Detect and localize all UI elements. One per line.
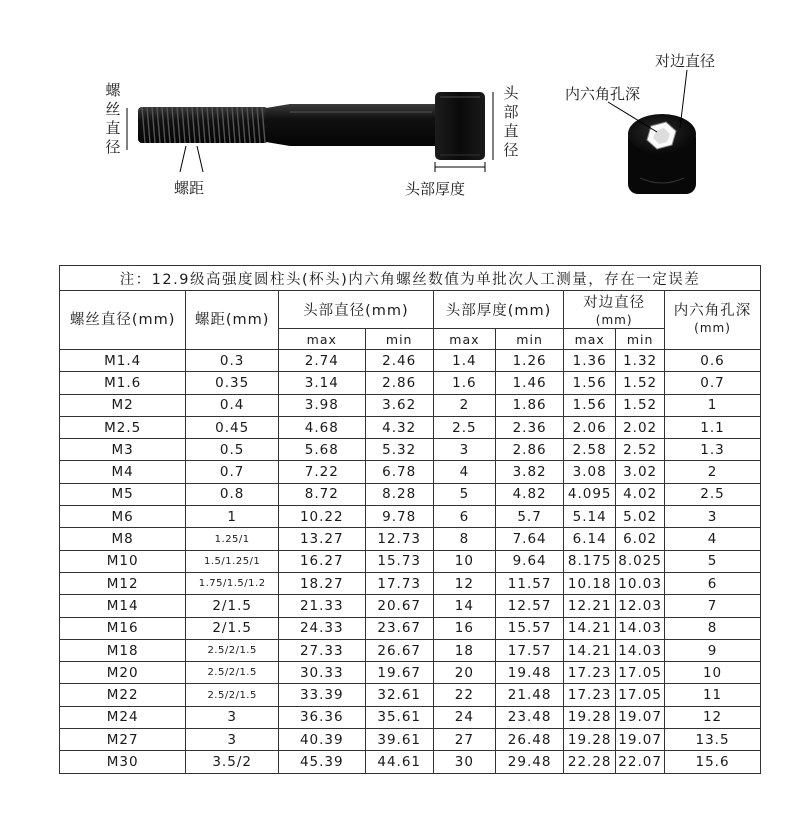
cell-head-diameter-max: 30.33: [279, 662, 366, 684]
table-row: [60, 372, 761, 394]
table-row: [60, 439, 761, 461]
cell-head-diameter-max: 21.33: [279, 595, 366, 617]
cell-head-thickness-min: 23.48: [495, 706, 563, 728]
header-min: min: [616, 329, 665, 350]
header-max: max: [433, 329, 495, 350]
cell-head-thickness-max: 27: [433, 729, 495, 751]
cell-pitch: 0.45: [186, 416, 279, 438]
header-min: min: [365, 329, 433, 350]
cell-hex-depth: 1.3: [665, 439, 761, 461]
cell-head-thickness-max: 3: [433, 439, 495, 461]
cell-across-flats-max: 17.23: [564, 662, 616, 684]
cell-across-flats-max: 2.06: [564, 416, 616, 438]
cell-across-flats-max: 14.21: [564, 617, 616, 639]
screw-illustration: [0, 0, 800, 260]
cell-thread-diameter: M8: [60, 528, 186, 550]
header-pitch: 螺距(mm): [186, 291, 279, 350]
header-across-flats-line2: (mm): [595, 313, 633, 327]
cell-across-flats-max: 17.23: [564, 684, 616, 706]
cell-across-flats-max: 8.175: [564, 550, 616, 572]
cell-thread-diameter: M5: [60, 483, 186, 505]
cell-hex-depth: 12: [665, 706, 761, 728]
cell-across-flats-min: 12.03: [616, 595, 665, 617]
cell-across-flats-min: 14.03: [616, 639, 665, 661]
cell-head-thickness-max: 2: [433, 394, 495, 416]
header-max: max: [279, 329, 366, 350]
cell-across-flats-min: 8.025: [616, 550, 665, 572]
cell-pitch: 2.5/2/1.5: [186, 662, 279, 684]
cell-across-flats-max: 10.18: [564, 572, 616, 594]
cell-across-flats-min: 17.05: [616, 684, 665, 706]
header-max: max: [564, 329, 616, 350]
cell-pitch: 0.35: [186, 372, 279, 394]
cell-pitch: 0.8: [186, 483, 279, 505]
cell-head-diameter-max: 27.33: [279, 639, 366, 661]
table-note: 注：12.9级高强度圆柱头(杯头)内六角螺丝数值为单批次人工测量，存在一定误差: [60, 266, 761, 291]
cell-thread-diameter: M27: [60, 729, 186, 751]
cell-across-flats-min: 6.02: [616, 528, 665, 550]
cell-head-thickness-max: 8: [433, 528, 495, 550]
header-head-diameter: 头部直径(mm): [279, 291, 434, 329]
cell-across-flats-max: 19.28: [564, 706, 616, 728]
cell-head-diameter-min: 8.28: [365, 483, 433, 505]
cell-across-flats-min: 1.52: [616, 394, 665, 416]
cell-thread-diameter: M2: [60, 394, 186, 416]
header-hex-depth-line1: 内六角孔深: [673, 303, 752, 319]
head-diameter-char: 直: [503, 122, 519, 140]
cell-hex-depth: 11: [665, 684, 761, 706]
cell-thread-diameter: M16: [60, 617, 186, 639]
cell-pitch: 0.3: [186, 350, 279, 372]
header-min: min: [495, 329, 563, 350]
cell-head-thickness-max: 18: [433, 639, 495, 661]
table-row: [60, 684, 761, 706]
head-diameter-char: 径: [503, 141, 519, 159]
table-row: [60, 528, 761, 550]
cell-head-thickness-min: 2.86: [495, 439, 563, 461]
cell-head-thickness-max: 14: [433, 595, 495, 617]
screw-side-view: [0, 0, 800, 260]
thread-diameter-char: 直: [105, 119, 121, 137]
cell-head-thickness-max: 1.6: [433, 372, 495, 394]
table-row: [60, 729, 761, 751]
cell-head-thickness-min: 1.86: [495, 394, 563, 416]
cell-across-flats-min: 2.52: [616, 439, 665, 461]
cell-thread-diameter: M3: [60, 439, 186, 461]
cell-head-diameter-min: 44.61: [365, 751, 433, 773]
cell-thread-diameter: M24: [60, 706, 186, 728]
cell-across-flats-min: 10.03: [616, 572, 665, 594]
cell-head-diameter-max: 18.27: [279, 572, 366, 594]
cell-across-flats-min: 22.07: [616, 751, 665, 773]
cell-head-thickness-max: 22: [433, 684, 495, 706]
table-row: [60, 706, 761, 728]
header-across-flats: [564, 291, 665, 329]
header-hex-depth: [665, 291, 761, 350]
cell-hex-depth: 15.6: [665, 751, 761, 773]
header-hex-depth-line2: (mm): [694, 321, 731, 335]
cell-thread-diameter: M1.4: [60, 350, 186, 372]
cell-pitch: 3: [186, 706, 279, 728]
cell-head-diameter-min: 35.61: [365, 706, 433, 728]
cell-across-flats-max: 6.14: [564, 528, 616, 550]
cell-head-diameter-min: 3.62: [365, 394, 433, 416]
table-row: [60, 350, 761, 372]
across-flats-label: 对边直径: [655, 52, 716, 70]
cell-head-diameter-max: 3.98: [279, 394, 366, 416]
cell-head-thickness-max: 4: [433, 461, 495, 483]
cell-pitch: 0.4: [186, 394, 279, 416]
thread-diameter-char: 螺: [105, 81, 121, 99]
cell-across-flats-min: 5.02: [616, 506, 665, 528]
cell-across-flats-max: 1.36: [564, 350, 616, 372]
cell-pitch: 2/1.5: [186, 617, 279, 639]
table-row: [60, 572, 761, 594]
pitch-label: 螺距: [174, 179, 205, 197]
cell-across-flats-min: 1.52: [616, 372, 665, 394]
cell-hex-depth: 1.1: [665, 416, 761, 438]
cell-hex-depth: 3: [665, 506, 761, 528]
cell-head-diameter-min: 2.86: [365, 372, 433, 394]
cell-across-flats-min: 19.07: [616, 729, 665, 751]
cell-hex-depth: 10: [665, 662, 761, 684]
header-across-flats-line1: 对边直径: [583, 295, 646, 311]
thread-diameter-char: 径: [105, 138, 121, 156]
cell-head-thickness-min: 9.64: [495, 550, 563, 572]
cell-head-diameter-max: 3.14: [279, 372, 366, 394]
cell-pitch: 2.5/2/1.5: [186, 639, 279, 661]
cell-head-thickness-min: 12.57: [495, 595, 563, 617]
table-row: [60, 483, 761, 505]
cell-pitch: 1.25/1: [186, 528, 279, 550]
cell-head-thickness-max: 16: [433, 617, 495, 639]
cell-across-flats-min: 4.02: [616, 483, 665, 505]
cell-head-diameter-min: 19.67: [365, 662, 433, 684]
hex-depth-label: 内六角孔深: [565, 85, 641, 103]
cell-across-flats-max: 1.56: [564, 372, 616, 394]
cell-head-diameter-min: 20.67: [365, 595, 433, 617]
cell-head-diameter-min: 39.61: [365, 729, 433, 751]
cell-across-flats-max: 22.28: [564, 751, 616, 773]
cell-head-diameter-min: 9.78: [365, 506, 433, 528]
cell-head-diameter-min: 2.46: [365, 350, 433, 372]
table-row: [60, 506, 761, 528]
cell-thread-diameter: M10: [60, 550, 186, 572]
cell-thread-diameter: M14: [60, 595, 186, 617]
cell-head-thickness-min: 1.46: [495, 372, 563, 394]
cell-head-thickness-min: 15.57: [495, 617, 563, 639]
cell-head-diameter-max: 4.68: [279, 416, 366, 438]
head-diameter-label: [502, 84, 520, 160]
cell-thread-diameter: M4: [60, 461, 186, 483]
cell-head-diameter-min: 5.32: [365, 439, 433, 461]
spec-table: [59, 265, 761, 774]
head-diameter-char: 头: [503, 84, 519, 102]
socket-head-view: [628, 114, 696, 194]
cell-hex-depth: 13.5: [665, 729, 761, 751]
cell-head-diameter-max: 40.39: [279, 729, 366, 751]
cell-head-thickness-min: 17.57: [495, 639, 563, 661]
cell-thread-diameter: M6: [60, 506, 186, 528]
cell-head-thickness-max: 5: [433, 483, 495, 505]
cell-pitch: 3: [186, 729, 279, 751]
cell-head-diameter-max: 7.22: [279, 461, 366, 483]
cell-head-diameter-max: 33.39: [279, 684, 366, 706]
cell-head-diameter-min: 26.67: [365, 639, 433, 661]
cell-across-flats-max: 2.58: [564, 439, 616, 461]
cell-head-thickness-min: 5.7: [495, 506, 563, 528]
head-diameter-char: 部: [503, 103, 519, 121]
cell-across-flats-max: 3.08: [564, 461, 616, 483]
table-row: [60, 662, 761, 684]
cell-thread-diameter: M2.5: [60, 416, 186, 438]
cell-head-thickness-min: 19.48: [495, 662, 563, 684]
cell-across-flats-min: 17.05: [616, 662, 665, 684]
head-thickness-label: 头部厚度: [405, 180, 466, 198]
cell-head-thickness-min: 2.36: [495, 416, 563, 438]
cell-thread-diameter: M12: [60, 572, 186, 594]
cell-head-thickness-max: 1.4: [433, 350, 495, 372]
cell-hex-depth: 0.6: [665, 350, 761, 372]
cell-across-flats-min: 2.02: [616, 416, 665, 438]
cell-hex-depth: 2: [665, 461, 761, 483]
cell-across-flats-max: 19.28: [564, 729, 616, 751]
cell-hex-depth: 6: [665, 572, 761, 594]
cell-pitch: 1.5/1.25/1: [186, 550, 279, 572]
cell-across-flats-min: 3.02: [616, 461, 665, 483]
table-row: [60, 394, 761, 416]
table-row: [60, 617, 761, 639]
cell-head-diameter-max: 2.74: [279, 350, 366, 372]
cell-hex-depth: 4: [665, 528, 761, 550]
cell-head-thickness-max: 12: [433, 572, 495, 594]
cell-head-diameter-max: 5.68: [279, 439, 366, 461]
cell-across-flats-min: 19.07: [616, 706, 665, 728]
table-row: [60, 751, 761, 773]
cell-hex-depth: 8: [665, 617, 761, 639]
cell-head-thickness-max: 10: [433, 550, 495, 572]
cell-thread-diameter: M30: [60, 751, 186, 773]
cell-head-thickness-min: 4.82: [495, 483, 563, 505]
table-row: [60, 639, 761, 661]
header-head-thickness: 头部厚度(mm): [433, 291, 563, 329]
cell-head-thickness-max: 30: [433, 751, 495, 773]
cell-head-diameter-max: 13.27: [279, 528, 366, 550]
cell-pitch: 2.5/2/1.5: [186, 684, 279, 706]
cell-head-diameter-max: 36.36: [279, 706, 366, 728]
cell-head-thickness-min: 21.48: [495, 684, 563, 706]
cell-hex-depth: 1: [665, 394, 761, 416]
cell-head-thickness-min: 26.48: [495, 729, 563, 751]
thread-diameter-char: 丝: [105, 100, 121, 118]
cell-hex-depth: 7: [665, 595, 761, 617]
cell-across-flats-max: 14.21: [564, 639, 616, 661]
cell-across-flats-max: 12.21: [564, 595, 616, 617]
table-row: [60, 550, 761, 572]
cell-head-thickness-min: 7.64: [495, 528, 563, 550]
cell-thread-diameter: M18: [60, 639, 186, 661]
cell-thread-diameter: M20: [60, 662, 186, 684]
cell-thread-diameter: M1.6: [60, 372, 186, 394]
cell-head-diameter-max: 45.39: [279, 751, 366, 773]
header-thread-diameter: 螺丝直径(mm): [60, 291, 186, 350]
cell-head-diameter-min: 15.73: [365, 550, 433, 572]
cell-head-diameter-min: 17.73: [365, 572, 433, 594]
cell-hex-depth: 9: [665, 639, 761, 661]
cell-head-thickness-min: 3.82: [495, 461, 563, 483]
cell-pitch: 1: [186, 506, 279, 528]
cell-hex-depth: 5: [665, 550, 761, 572]
cell-head-diameter-max: 10.22: [279, 506, 366, 528]
cell-across-flats-min: 1.32: [616, 350, 665, 372]
cell-head-thickness-min: 11.57: [495, 572, 563, 594]
table-row: [60, 461, 761, 483]
cell-head-thickness-max: 6: [433, 506, 495, 528]
cell-head-diameter-max: 16.27: [279, 550, 366, 572]
cell-head-diameter-min: 4.32: [365, 416, 433, 438]
cell-across-flats-min: 14.03: [616, 617, 665, 639]
cell-head-thickness-min: 29.48: [495, 751, 563, 773]
cell-pitch: 1.75/1.5/1.2: [186, 572, 279, 594]
cell-pitch: 3.5/2: [186, 751, 279, 773]
cell-head-diameter-min: 23.67: [365, 617, 433, 639]
cell-head-thickness-max: 20: [433, 662, 495, 684]
table-body: [60, 350, 761, 774]
cell-pitch: 0.5: [186, 439, 279, 461]
cell-hex-depth: 2.5: [665, 483, 761, 505]
cell-across-flats-max: 5.14: [564, 506, 616, 528]
cell-hex-depth: 0.7: [665, 372, 761, 394]
cell-pitch: 2/1.5: [186, 595, 279, 617]
cell-head-thickness-min: 1.26: [495, 350, 563, 372]
cell-head-diameter-max: 8.72: [279, 483, 366, 505]
cell-head-diameter-min: 12.73: [365, 528, 433, 550]
cell-head-diameter-min: 6.78: [365, 461, 433, 483]
cell-across-flats-max: 1.56: [564, 394, 616, 416]
cell-head-diameter-min: 32.61: [365, 684, 433, 706]
cell-pitch: 0.7: [186, 461, 279, 483]
table-row: [60, 595, 761, 617]
cell-head-thickness-max: 2.5: [433, 416, 495, 438]
cell-thread-diameter: M22: [60, 684, 186, 706]
cell-head-diameter-max: 24.33: [279, 617, 366, 639]
cell-across-flats-max: 4.095: [564, 483, 616, 505]
cell-head-thickness-max: 24: [433, 706, 495, 728]
table-row: [60, 416, 761, 438]
